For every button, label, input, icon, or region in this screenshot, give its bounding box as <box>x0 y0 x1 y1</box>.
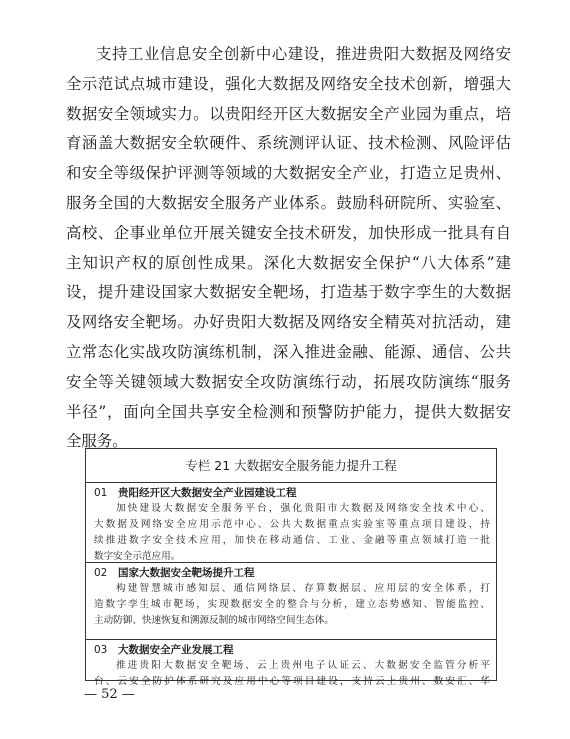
section-line: 构建智慧城市感知层、通信网络层、存算数据层、应用层的安全体系，打 <box>116 583 490 594</box>
paragraph-line: 立常态化实战攻防演练机制，深入推进金融、能源、通信、公共 <box>66 342 511 361</box>
section-heading <box>94 565 490 581</box>
column-section <box>86 640 496 687</box>
section-line: 数字安全示范应用。 <box>94 551 181 562</box>
paragraph-line: 服务全国的大数据安全服务产业体系。鼓励科研院所、实验室、 <box>66 193 511 212</box>
section-line: 续推进数字安全技术应用，加快在移动通信、工业、金融等重点领域打造一批 <box>94 535 490 546</box>
page-number: — 52 — <box>84 687 135 702</box>
column-section <box>86 483 496 563</box>
paragraph-line: 半径”，面向全国共享安全检测和预警防护能力，提供大数据安 <box>66 402 511 421</box>
paragraph-line: 及网络安全靶场。办好贵阳大数据及网络安全精英对抗活动，建 <box>66 313 511 332</box>
paragraph-line: 高校、企事业单位开展关键安全技术研发，加快形成一批具有自 <box>66 223 511 242</box>
body-paragraph <box>66 40 511 457</box>
paragraph-line: 数据安全领域实力。以贵阳经开区大数据安全产业园为重点，培 <box>66 104 511 123</box>
paragraph-line: 全示范试点城市建设，强化大数据及网络安全技术创新，增强大 <box>66 74 511 93</box>
section-line: 大数据及网络安全应用示范中心、公共大数据重点实验室等重点项目建设，持 <box>94 519 490 530</box>
paragraph-line: 和安全等级保护评测等领域的大数据安全产业，打造立足贵州、 <box>66 164 511 183</box>
column-section <box>86 563 496 640</box>
section-number: 02 <box>94 567 108 579</box>
section-heading-text: 大数据安全产业发展工程 <box>118 644 234 656</box>
paragraph-line: 全服务。 <box>66 432 128 451</box>
paragraph-line: 安全等关键领域大数据安全攻防演练行动，拓展攻防演练“服务 <box>66 372 511 391</box>
section-line: 主动防御、快速恢复和溯源反制的城市网络空间生态体。 <box>94 615 334 626</box>
column-box-title: 专栏 21 大数据安全服务能力提升工程 <box>86 449 496 483</box>
section-heading <box>94 642 490 658</box>
section-line: 台、云安全防护体系研究及应用中心等项目建设，支持云上贵州、数安汇、华 <box>94 676 490 687</box>
section-heading-text: 贵阳经开区大数据安全产业园建设工程 <box>118 487 297 499</box>
paragraph-line: 支持工业信息安全创新中心建设，推进贵阳大数据及网络安 <box>96 45 511 63</box>
section-number: 01 <box>94 487 108 499</box>
paragraph-line: 育涵盖大数据安全软硬件、系统测评认证、技术检测、风险评估 <box>66 134 511 153</box>
section-heading <box>94 485 490 501</box>
paragraph-line: 主知识产权的原创性成果。深化大数据安全保护“八大体系”建 <box>66 253 511 272</box>
column-box <box>85 448 497 687</box>
section-number: 03 <box>94 644 108 656</box>
section-line: 推进贵阳大数据安全靶场、云上贵州电子认证云、大数据安全监管分析平 <box>116 660 490 671</box>
section-heading-text: 国家大数据安全靶场提升工程 <box>118 567 255 579</box>
paragraph-line: 设，提升建设国家大数据安全靶场，打造基于数字孪生的大数据 <box>66 283 511 302</box>
section-line: 加快建设大数据安全服务平台，强化贵阳市大数据及网络安全技术中心、 <box>116 503 490 514</box>
section-line: 造数字孪生城市靶场，实现数据安全的整合与分析，建立态势感知、智能监控、 <box>94 599 490 610</box>
